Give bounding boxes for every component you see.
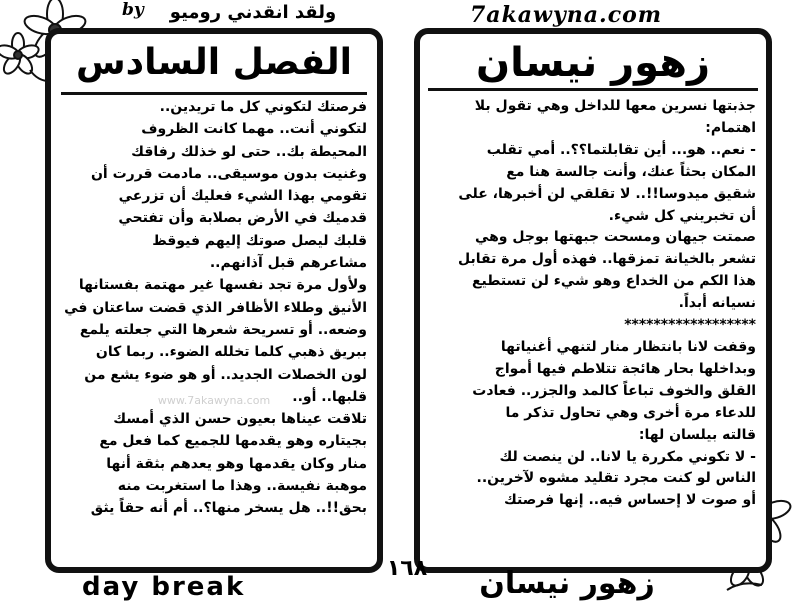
footer-day-break: day break xyxy=(82,572,246,602)
chapter-title: الفصل السادس xyxy=(75,42,353,83)
page-number: ١٦٨ xyxy=(386,556,428,581)
by-label: by xyxy=(122,0,144,20)
site-name: 7akawyna.com xyxy=(470,2,663,28)
header-author xyxy=(118,2,388,28)
left-page-panel xyxy=(45,28,383,573)
left-page-text: فرصتك لتكوني كل ما تريدين.. لتكوني أنت.. مهما كانت الظروف المحيطة بك.. حتى لو خذلك رفاقك وغنيت بدون موسيقى.. مادمت قررت أن تقومي بهذا الشيء فعليك أن تزرعي قدميك في الأرض بصلابة وأن تفتحي قلبك ليصل صوتك إليهم فيوقظ مشاعرهم قبل آذانهم.. ولأول مرة تجد نفسها غير مهتمة بفستانها الأنيق وطلاء الأظافر الذي قضت ساعتان في وضعه.. أو تسريحة شعرها التي جعلته يلمع ببريق ذهبي كلما تخلله الضوء.. ربما كان لون الخصلات الجديد.. أو هو ضوء يشع من قلبها.. أو.. تلاقت عيناها بعيون حسن الذي أمسك بجيتاره وهو يقدمها للجميع كما فعل مع منار وكان يقدمها وهو يعدهم بثقة أنها موهبة نفيسة.. وهذا ما استغربت منه بحق!!.. هل يسخر منها؟.. أم أنه حقاً يثق xyxy=(64,99,367,517)
right-page-text: جذبتها نسرين معها للداخل وهي تقول بلا اهتمام: - نعم.. هو... أين تقابلتما؟؟.. أمي تقلب المكان بحثاً عنك، وأنت جالسة هنا مع شقيق ميدوسا!!.. لا تقلقي لن أخبرها، على أن تخبريني كل شيء. صمتت جيهان ومسحت جبهتها بوجل وهي تشعر بالخيانة تمزقها.. فهذه أول مرة تقابل هذا الكم من الخداع وهو شيء لن تستطيع نسيانه أبداً. ****************** وقفت لانا بانتظار منار لتنهي أغنياتها وبداخلها بحار هائجة تتلاطم فيها أمواج القلق والخوف تباعاً كالمد والجزر.. فعادت للدعاء مرة أخرى وهي تحاول تذكر ما قالته بيلسان لها: - لا تكوني مكررة يا لانا.. لن ينصت لك الناس لو كنت مجرد تقليد مشوه لآخرين.. أو صوت لا إحساس فيه.. إنها فرصتك xyxy=(458,98,756,509)
right-page-panel xyxy=(414,28,772,573)
author-name: ولقد انقدني روميو xyxy=(169,2,337,23)
title-divider xyxy=(61,92,367,95)
footer-book-title: زهور نيسان xyxy=(479,566,655,601)
book-title: زهور نيسان xyxy=(428,40,758,91)
watermark: www.7akawyna.com xyxy=(157,394,271,407)
